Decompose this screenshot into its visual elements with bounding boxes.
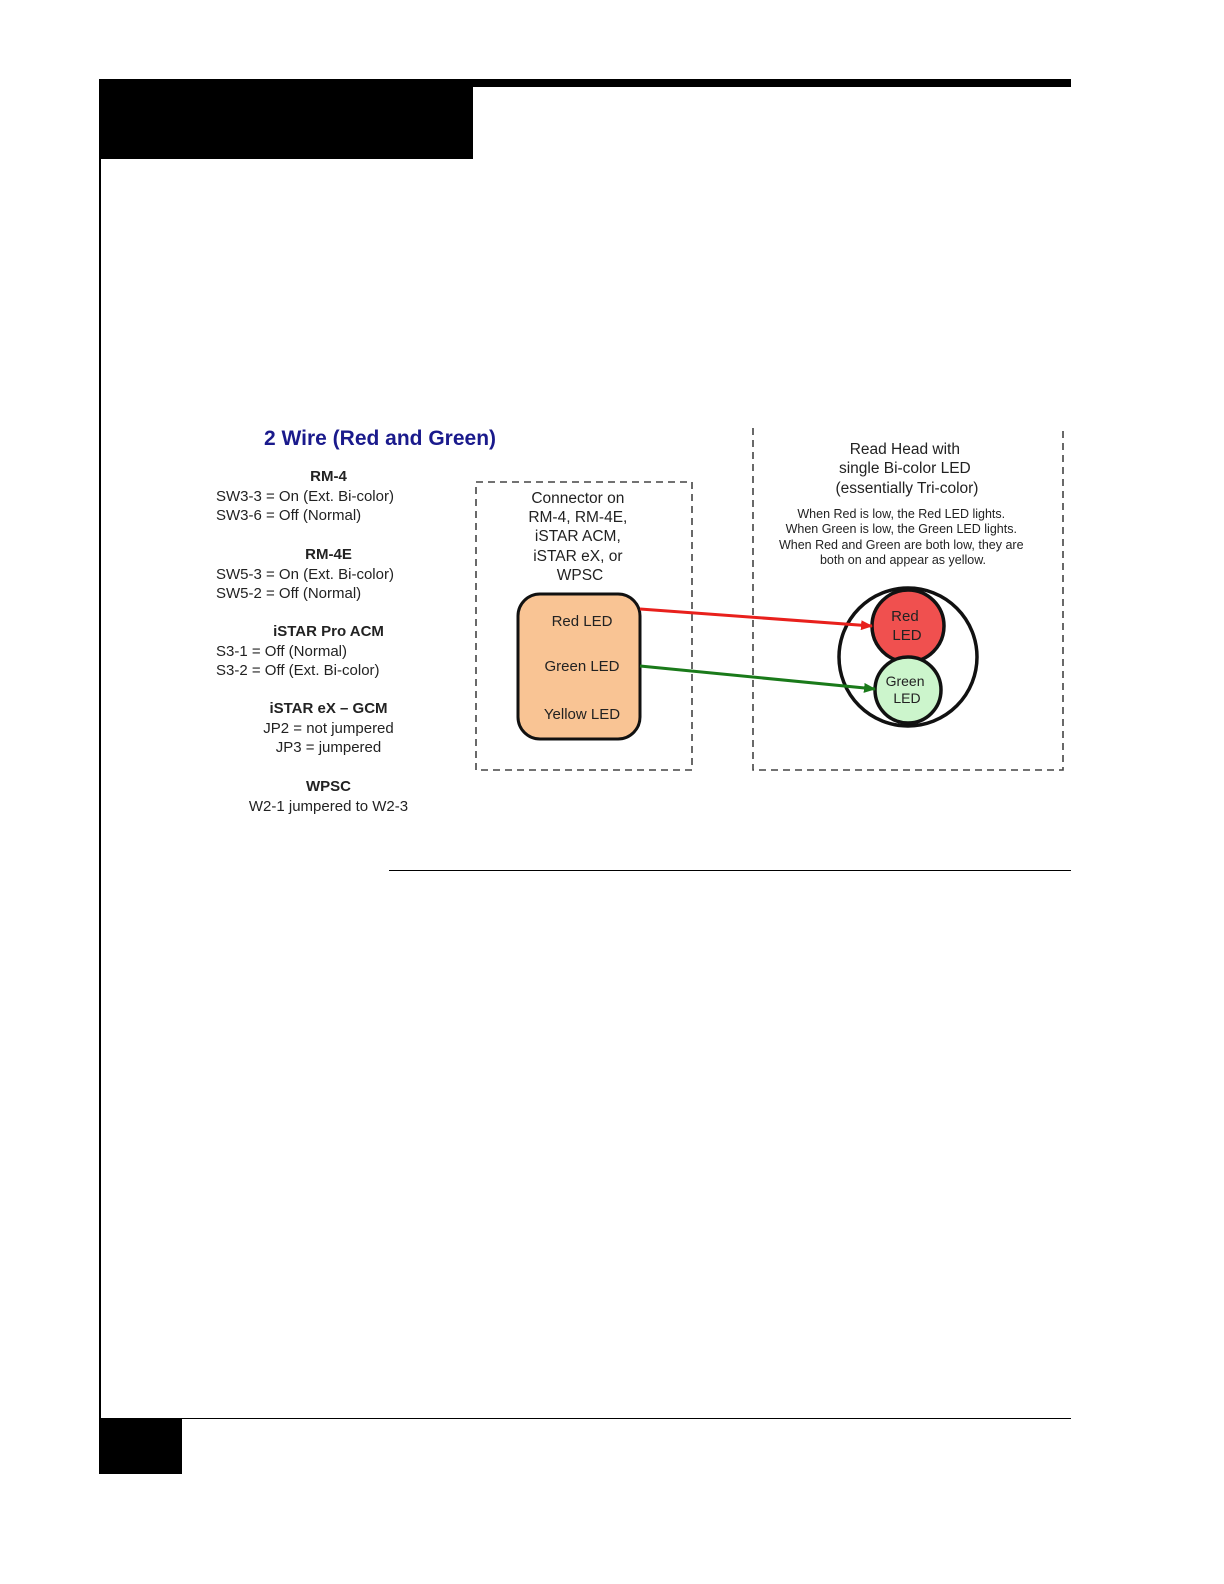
config-line: W2-1 jumpered to W2-3 (248, 797, 409, 815)
connector-green-led-label: Green LED (544, 658, 620, 675)
diagram-title: 2 Wire (Red and Green) (264, 427, 497, 450)
read-head-note-line: When Red is low, the Red LED lights. (797, 507, 1006, 521)
red-led-label-line: Red (891, 608, 919, 625)
config-line: SW3-3 = On (Ext. Bi-color) (216, 487, 394, 505)
config-line: SW5-2 = Off (Normal) (216, 585, 362, 602)
green-led-label-line: Green (885, 673, 925, 689)
read-head-caption-line: (essentially Tri-color) (835, 480, 979, 497)
config-line: S3-2 = Off (Ext. Bi-color) (216, 662, 380, 679)
read-head-note-line: both on and appear as yellow. (819, 553, 987, 567)
config-line: JP2 = not jumpered (263, 719, 394, 737)
red-wire-arrow (640, 609, 872, 626)
config-line: SW3-6 = Off (Normal) (216, 507, 362, 524)
config-heading: RM-4E (305, 546, 352, 563)
read-head-caption-line: single Bi-color LED (838, 460, 971, 477)
connector-caption-line: iSTAR eX, or (533, 548, 623, 565)
footer-block (99, 1418, 182, 1474)
config-line: JP3 = jumpered (275, 739, 382, 756)
config-heading: RM-4 (310, 468, 347, 485)
read-head-caption (836, 441, 979, 497)
connector-caption-line: iSTAR ACM, (534, 528, 621, 545)
read-head-notes (779, 507, 1027, 567)
green-led-label-line: LED (893, 690, 921, 706)
config-heading: WPSC (306, 778, 351, 795)
connector-caption-line: RM-4, RM-4E, (528, 509, 628, 526)
read-head-note-line: When Red and Green are both low, they are (778, 538, 1024, 552)
connector-red-led-label: Red LED (551, 613, 613, 630)
read-head-caption-line: Read Head with (849, 441, 960, 458)
read-head-red-led (872, 590, 944, 662)
connector-caption (528, 490, 631, 584)
config-line: S3-1 = Off (Normal) (216, 642, 348, 660)
connector-caption-line: Connector on (531, 490, 625, 507)
footer-rule (100, 1418, 1071, 1419)
read-head-note-line: When Green is low, the Green LED lights. (785, 522, 1017, 536)
red-led-label-line: LED (892, 627, 922, 644)
config-heading: iSTAR eX – GCM (269, 700, 388, 717)
config-heading: iSTAR Pro ACM (273, 623, 384, 640)
connector-caption-line: WPSC (556, 567, 604, 584)
config-line: SW5-3 = On (Ext. Bi-color) (216, 565, 394, 583)
connector-yellow-led-label: Yellow LED (543, 706, 621, 723)
